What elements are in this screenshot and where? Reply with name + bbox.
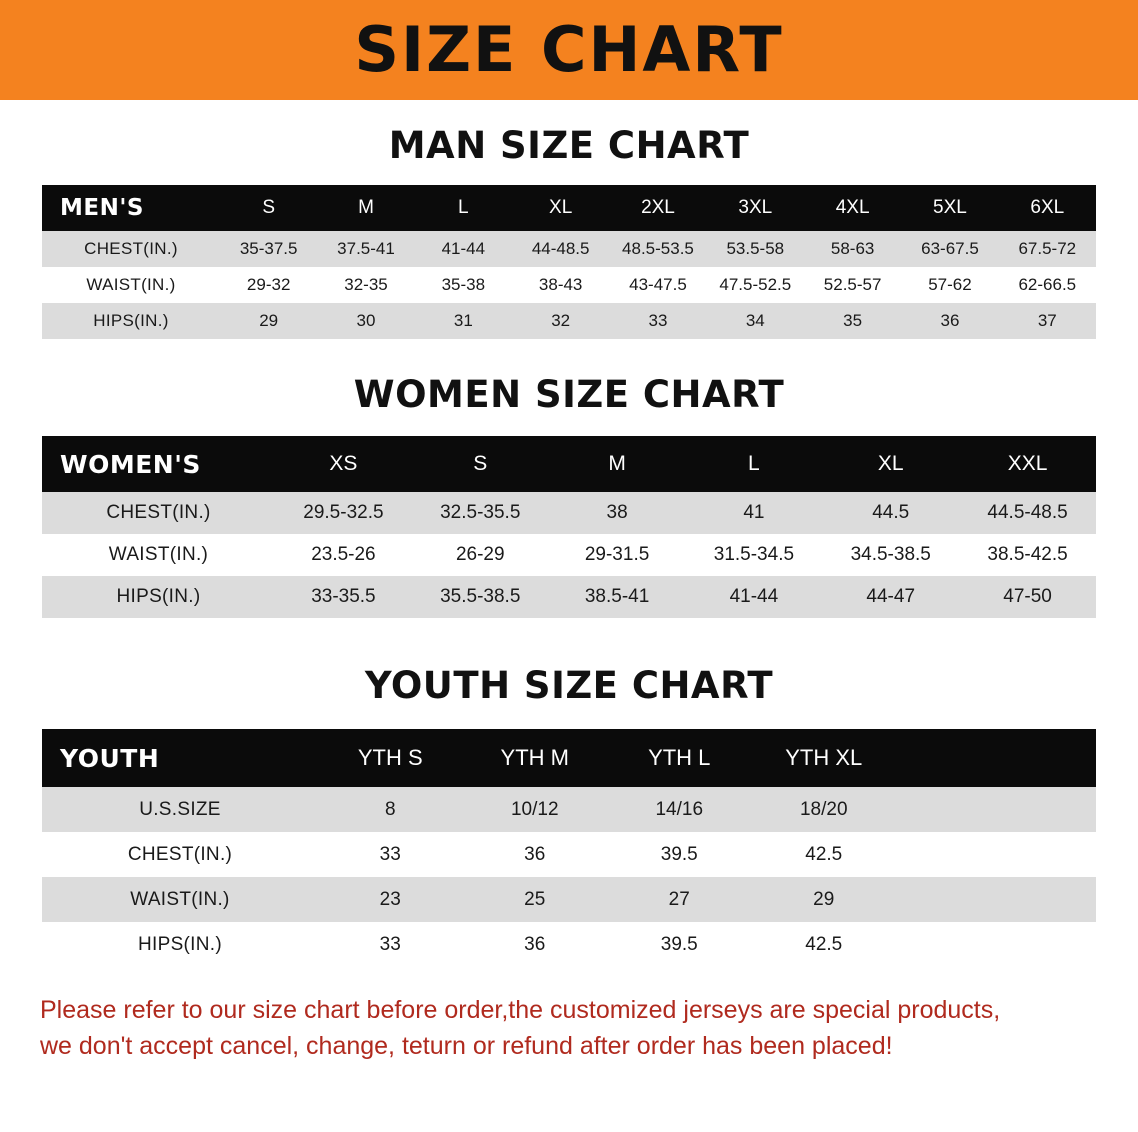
man-row-2-cell-5: 34 bbox=[745, 311, 765, 330]
youth-row-0-cell-spacer bbox=[896, 787, 1096, 832]
women-row-0-cell-0: 29.5-32.5 bbox=[303, 502, 384, 523]
youth-header-cell-spacer bbox=[896, 729, 1096, 787]
disclaimer-line-2: we don't accept cancel, change, teturn or refund after order has been placed! bbox=[40, 1031, 893, 1060]
women-row-0-cell-2: 38 bbox=[606, 502, 628, 523]
women-row-0-cell-3: 41 bbox=[743, 502, 765, 523]
man-row-0-cell-0: 35-37.5 bbox=[239, 239, 298, 258]
man-row-2-cell-2: 31 bbox=[453, 311, 473, 330]
man-header-cell-1: S bbox=[262, 197, 275, 218]
youth-row-3-cell-0: 33 bbox=[379, 933, 401, 955]
women-section-heading: WOMEN SIZE CHART bbox=[353, 373, 785, 416]
table-row bbox=[42, 267, 1096, 303]
youth-row-0-cell-3: 18/20 bbox=[799, 798, 848, 820]
youth-row-2-cell-2: 27 bbox=[668, 888, 690, 910]
youth-row-3-cell-1: 36 bbox=[524, 933, 546, 955]
women-row-1-cell-3: 31.5-34.5 bbox=[713, 544, 795, 565]
man-header-cell-2: M bbox=[358, 197, 374, 218]
women-row-1-cell-5: 38.5-42.5 bbox=[987, 544, 1068, 565]
women-row-1-label: WAIST(IN.) bbox=[108, 544, 209, 565]
man-row-0-cell-4: 48.5-53.5 bbox=[622, 239, 694, 258]
women-row-1-cell-2: 29-31.5 bbox=[584, 544, 650, 565]
women-row-1-cell-4: 34.5-38.5 bbox=[850, 544, 931, 565]
man-row-2-cell-0: 29 bbox=[259, 311, 279, 330]
banner bbox=[0, 0, 1138, 100]
youth-row-1-label: CHEST(IN.) bbox=[127, 843, 233, 865]
man-size-table-wrap bbox=[42, 185, 1096, 339]
youth-row-2-cell-1: 25 bbox=[524, 888, 546, 910]
man-row-2-cell-7: 36 bbox=[940, 311, 960, 330]
man-header-cell-3: L bbox=[458, 197, 469, 218]
youth-row-0-cell-0: 8 bbox=[384, 798, 396, 820]
man-row-0-cell-7: 63-67.5 bbox=[921, 239, 979, 258]
table-row bbox=[42, 877, 1096, 922]
disclaimer-line-1: Please refer to our size chart before order,the customized jerseys are special products, bbox=[40, 996, 1001, 1024]
man-table-head bbox=[42, 185, 1096, 231]
youth-row-3-cell-spacer bbox=[896, 922, 1096, 967]
page-title: SIZE CHART bbox=[354, 13, 784, 86]
youth-size-table bbox=[42, 729, 1096, 967]
table-header-row bbox=[42, 729, 1096, 787]
table-header-row bbox=[42, 436, 1096, 492]
man-row-1-cell-3: 38-43 bbox=[538, 275, 583, 294]
youth-row-0-cell-1: 10/12 bbox=[510, 798, 559, 820]
man-section-heading: MAN SIZE CHART bbox=[388, 124, 750, 167]
man-row-2-cell-3: 32 bbox=[551, 311, 571, 330]
youth-row-2-cell-0: 23 bbox=[379, 888, 401, 910]
man-table-body bbox=[42, 231, 1096, 339]
man-row-2-label: HIPS(IN.) bbox=[93, 311, 169, 330]
youth-row-2-cell-spacer bbox=[896, 877, 1096, 922]
youth-header-cell-4: YTH XL bbox=[785, 745, 863, 770]
youth-header-cell-1: YTH S bbox=[357, 745, 423, 770]
man-header-cell-9: 6XL bbox=[1030, 197, 1065, 218]
women-header-cell-3: M bbox=[608, 452, 626, 475]
women-header-cell-0: WOMEN'S bbox=[60, 449, 201, 479]
table-row bbox=[42, 534, 1096, 576]
table-row bbox=[42, 576, 1096, 618]
women-row-2-cell-4: 44-47 bbox=[866, 586, 916, 607]
youth-table-head bbox=[42, 729, 1096, 787]
table-row bbox=[42, 303, 1096, 339]
man-row-0-cell-6: 58-63 bbox=[830, 239, 875, 258]
youth-size-table-wrap bbox=[42, 729, 1096, 967]
man-row-0-cell-3: 44-48.5 bbox=[531, 239, 590, 258]
youth-section-heading: YOUTH SIZE CHART bbox=[364, 664, 774, 707]
disclaimer-note bbox=[40, 993, 1098, 1064]
man-row-2-cell-6: 35 bbox=[843, 311, 863, 330]
table-row bbox=[42, 492, 1096, 534]
table-row bbox=[42, 787, 1096, 832]
youth-table-body bbox=[42, 787, 1096, 967]
man-size-table bbox=[42, 185, 1096, 339]
man-header-cell-5: 2XL bbox=[641, 197, 675, 218]
man-row-2-cell-1: 30 bbox=[356, 311, 376, 330]
table-header-row bbox=[42, 185, 1096, 231]
women-row-0-cell-5: 44.5-48.5 bbox=[987, 502, 1068, 523]
women-size-table-wrap bbox=[42, 436, 1096, 618]
man-row-1-label: WAIST(IN.) bbox=[86, 275, 176, 294]
man-row-0-cell-8: 67.5-72 bbox=[1018, 239, 1077, 258]
youth-row-1-cell-0: 33 bbox=[379, 843, 401, 865]
women-row-2-cell-2: 38.5-41 bbox=[584, 586, 650, 607]
man-row-0-cell-2: 41-44 bbox=[441, 239, 486, 258]
women-row-2-cell-5: 47-50 bbox=[1003, 586, 1052, 607]
youth-row-3-cell-3: 42.5 bbox=[805, 933, 843, 955]
youth-header-cell-2: YTH M bbox=[500, 745, 569, 770]
youth-row-1-cell-spacer bbox=[896, 832, 1096, 877]
women-size-table bbox=[42, 436, 1096, 618]
women-row-1-cell-1: 26-29 bbox=[455, 544, 505, 565]
women-row-1-cell-0: 23.5-26 bbox=[311, 544, 376, 565]
man-row-1-cell-8: 62-66.5 bbox=[1018, 275, 1077, 294]
women-header-cell-1: XS bbox=[329, 452, 358, 475]
women-table-head bbox=[42, 436, 1096, 492]
table-row bbox=[42, 922, 1096, 967]
man-row-0-label: CHEST(IN.) bbox=[84, 239, 178, 258]
youth-row-0-label: U.S.SIZE bbox=[139, 798, 221, 820]
youth-row-2-cell-3: 29 bbox=[813, 888, 835, 910]
women-table-body bbox=[42, 492, 1096, 618]
women-header-cell-2: S bbox=[473, 452, 488, 475]
women-row-0-label: CHEST(IN.) bbox=[106, 502, 211, 523]
man-header-cell-0: MEN'S bbox=[60, 195, 144, 221]
man-row-1-cell-5: 47.5-52.5 bbox=[719, 275, 792, 294]
youth-header-cell-3: YTH L bbox=[648, 745, 711, 770]
women-header-cell-4: L bbox=[748, 452, 760, 475]
women-row-2-cell-0: 33-35.5 bbox=[311, 586, 376, 607]
table-row bbox=[42, 231, 1096, 267]
youth-row-3-label: HIPS(IN.) bbox=[138, 933, 222, 955]
man-row-2-cell-8: 37 bbox=[1037, 311, 1057, 330]
man-row-1-cell-1: 32-35 bbox=[344, 275, 388, 294]
youth-row-0-cell-2: 14/16 bbox=[655, 798, 704, 820]
women-header-cell-6: XXL bbox=[1007, 452, 1048, 475]
women-row-2-label: HIPS(IN.) bbox=[116, 586, 201, 607]
man-header-cell-4: XL bbox=[549, 197, 573, 218]
women-row-2-cell-1: 35.5-38.5 bbox=[440, 586, 521, 607]
man-row-1-cell-4: 43-47.5 bbox=[629, 275, 687, 294]
man-row-0-cell-5: 53.5-58 bbox=[726, 239, 785, 258]
youth-row-1-cell-3: 42.5 bbox=[805, 843, 843, 865]
man-header-cell-7: 4XL bbox=[835, 197, 870, 218]
women-row-2-cell-3: 41-44 bbox=[729, 586, 779, 607]
women-row-0-cell-4: 44.5 bbox=[872, 502, 910, 523]
man-row-2-cell-4: 33 bbox=[648, 311, 668, 330]
youth-row-1-cell-1: 36 bbox=[524, 843, 546, 865]
youth-header-cell-0: YOUTH bbox=[60, 743, 160, 773]
table-row bbox=[42, 832, 1096, 877]
youth-row-1-cell-2: 39.5 bbox=[660, 843, 698, 865]
youth-row-2-label: WAIST(IN.) bbox=[130, 888, 230, 910]
man-header-cell-6: 3XL bbox=[738, 197, 773, 218]
man-row-1-cell-7: 57-62 bbox=[928, 275, 972, 294]
women-row-0-cell-1: 32.5-35.5 bbox=[440, 502, 521, 523]
youth-row-3-cell-2: 39.5 bbox=[660, 933, 698, 955]
man-header-cell-8: 5XL bbox=[933, 197, 967, 218]
man-row-1-cell-2: 35-38 bbox=[441, 275, 486, 294]
man-row-1-cell-0: 29-32 bbox=[246, 275, 291, 294]
women-header-cell-5: XL bbox=[877, 452, 904, 475]
man-row-1-cell-6: 52.5-57 bbox=[823, 275, 882, 294]
man-row-0-cell-1: 37.5-41 bbox=[337, 239, 395, 258]
